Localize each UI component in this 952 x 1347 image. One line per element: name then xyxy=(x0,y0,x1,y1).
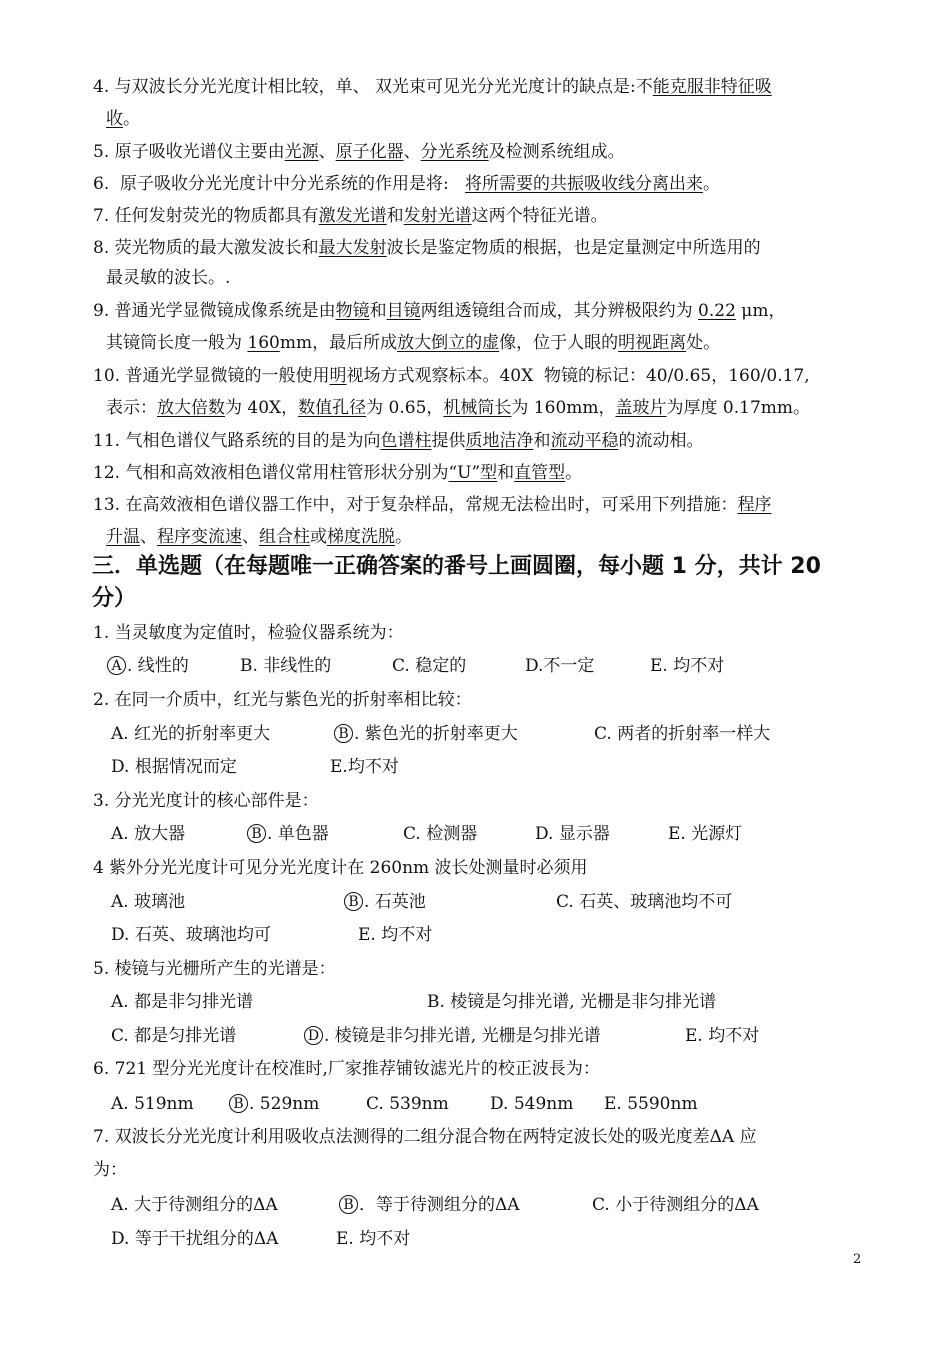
q5-option-b[interactable]: B. 棱镜是匀排光谱, 光栅是非匀排光谱 xyxy=(427,992,717,1012)
fill-item-9-line-2: 其镜筒长度一般为 160mm，最后所成放大倒立的虚像，位于人眼的明视距离处。 xyxy=(106,333,721,353)
circled-answer-mark: B xyxy=(229,1094,248,1113)
fill-item-8-line-1: 8. 荧光物质的最大激发波长和最大发射波长是鉴定物质的根据，也是定量测定中所选用的 xyxy=(93,238,761,258)
fill-item-13-line-1: 13. 在高效液相色谱仪器工作中，对于复杂样品，常规无法检出时，可采用下列措施：程序 xyxy=(93,495,772,515)
q5-option-e[interactable]: E. 均不对 xyxy=(685,1026,760,1046)
circled-answer-mark: B xyxy=(339,1195,358,1214)
q1-option-d[interactable]: D.不一定 xyxy=(525,656,595,676)
circled-answer-mark: B xyxy=(334,724,353,743)
q4-option-d[interactable]: D. 石英、玻璃池均可 xyxy=(111,925,271,945)
q6-option-a[interactable]: A. 519nm xyxy=(111,1094,194,1114)
q6-option-e[interactable]: E. 5590nm xyxy=(604,1094,698,1114)
q1-option-b[interactable]: B. 非线性的 xyxy=(240,656,332,676)
question-7-stem-line-1: 7. 双波长分光光度计利用吸收点法测得的二组分混合物在两特定波长处的吸光度差ΔA 应 xyxy=(93,1127,757,1147)
fill-item-10-line-2: 表示：放大倍数为 40X，数值孔径为 0.65，机械筒长为 160mm，盖玻片为厚度 0.17mm。 xyxy=(106,398,810,418)
section-title-line-2: 分） xyxy=(92,586,137,611)
fill-item-4-line-2: 收。 xyxy=(106,109,140,129)
q6-option-b[interactable]: B . 529nm xyxy=(229,1093,319,1115)
question-7-stem-line-2: 为： xyxy=(93,1160,127,1180)
q7-option-d[interactable]: D. 等于干扰组分的ΔA xyxy=(111,1229,279,1249)
fill-item-5: 5. 原子吸收光谱仪主要由光源、原子化器、分光系统及检测系统组成。 xyxy=(93,142,625,162)
q7-option-e[interactable]: E. 均不对 xyxy=(336,1229,411,1249)
fill-item-12: 12. 气相和高效液相色谱仪常用柱管形状分别为“U”型和直管型。 xyxy=(93,463,583,483)
q5-option-d[interactable]: D . 棱镜是非匀排光谱, 光栅是匀排光谱 xyxy=(304,1025,601,1047)
circled-answer-mark: A xyxy=(107,656,126,675)
q3-option-a[interactable]: A. 放大器 xyxy=(111,824,186,844)
q3-option-c[interactable]: C. 检测器 xyxy=(403,824,478,844)
q2-option-c[interactable]: C. 两者的折射率一样大 xyxy=(594,724,771,744)
question-5-stem: 5. 棱镜与光栅所产生的光谱是： xyxy=(93,959,336,979)
q4-option-a[interactable]: A. 玻璃池 xyxy=(111,892,186,912)
q2-option-a[interactable]: A. 红光的折射率更大 xyxy=(111,724,271,744)
question-2-stem: 2. 在同一介质中，红光与紫色光的折射率相比较： xyxy=(93,690,472,710)
fill-item-9-line-1: 9. 普通光学显微镜成像系统是由物镜和目镜两组透镜组合而成，其分辨极限约为 0.22 μm， xyxy=(93,301,786,321)
q4-option-b[interactable]: B . 石英池 xyxy=(344,891,426,913)
fill-item-10-line-1: 10. 普通光学显微镜的一般使用明视场方式观察标本。40X 物镜的标记：40/0.65，160/0.17, xyxy=(93,366,810,386)
q7-option-a[interactable]: A. 大于待测组分的ΔA xyxy=(111,1195,278,1215)
circled-answer-mark: D xyxy=(304,1026,323,1045)
q7-option-c[interactable]: C. 小于待测组分的ΔA xyxy=(592,1195,759,1215)
question-1-stem: 1. 当灵敏度为定值时，检验仪器系统为： xyxy=(93,623,404,643)
question-4-stem: 4 紫外分光光度计可见分光光度计在 260nm 波长处测量时必须用 xyxy=(93,858,588,878)
section-title-line-1: 三．单选题（在每题唯一正确答案的番号上画圆圈，每小题 1 分，共计 20 xyxy=(92,554,821,579)
fill-item-11: 11. 气相色谱仪气路系统的目的是为向色谱柱提供质地洁净和流动平稳的流动相。 xyxy=(93,431,704,451)
circled-answer-mark: B xyxy=(344,892,363,911)
q1-option-e[interactable]: E. 均不对 xyxy=(650,656,725,676)
page-number: 2 xyxy=(853,1252,862,1267)
circled-answer-mark: B xyxy=(247,824,266,843)
question-3-stem: 3. 分光光度计的核心部件是： xyxy=(93,791,319,811)
q6-option-d[interactable]: D. 549nm xyxy=(490,1094,574,1114)
q1-option-a[interactable]: A . 线性的 xyxy=(107,655,189,677)
q4-option-e[interactable]: E. 均不对 xyxy=(358,925,433,945)
fill-item-4-line-1: 4. 与双波长分光光度计相比较，单、 双光束可见光分光光度计的缺点是:不能克服非特征吸 xyxy=(93,77,772,97)
fill-item-6: 6. 原子吸收分光光度计中分光系统的作用是将: 将所需要的共振吸收线分离出来。 xyxy=(93,174,720,194)
fill-item-8-line-2: 最灵敏的波长。. xyxy=(106,268,231,288)
q1-option-c[interactable]: C. 稳定的 xyxy=(392,656,467,676)
q3-option-b[interactable]: B . 单色器 xyxy=(247,823,329,845)
q5-option-c[interactable]: C. 都是匀排光谱 xyxy=(111,1026,237,1046)
question-6-stem: 6. 721 型分光光度计在校准时,厂家推荐铺钕滤光片的校正波長为： xyxy=(93,1059,600,1079)
fill-item-7: 7. 任何发射荧光的物质都具有激发光谱和发射光谱这两个特征光谱。 xyxy=(93,206,608,226)
q2-option-e[interactable]: E.均不对 xyxy=(330,757,399,777)
q7-option-b[interactable]: B ．等于待测组分的ΔA xyxy=(339,1194,520,1216)
fill-item-13-line-2: 升温、程序变流速、组合柱或梯度洗脱。 xyxy=(106,527,412,547)
q6-option-c[interactable]: C. 539nm xyxy=(366,1094,449,1114)
q5-option-a[interactable]: A. 都是非匀排光谱 xyxy=(111,992,254,1012)
q2-option-d[interactable]: D. 根据情况而定 xyxy=(111,757,237,777)
q4-option-c[interactable]: C. 石英、玻璃池均不可 xyxy=(556,892,733,912)
q2-option-b[interactable]: B . 紫色光的折射率更大 xyxy=(334,723,518,745)
q3-option-e[interactable]: E. 光源灯 xyxy=(668,824,743,844)
q3-option-d[interactable]: D. 显示器 xyxy=(535,824,610,844)
